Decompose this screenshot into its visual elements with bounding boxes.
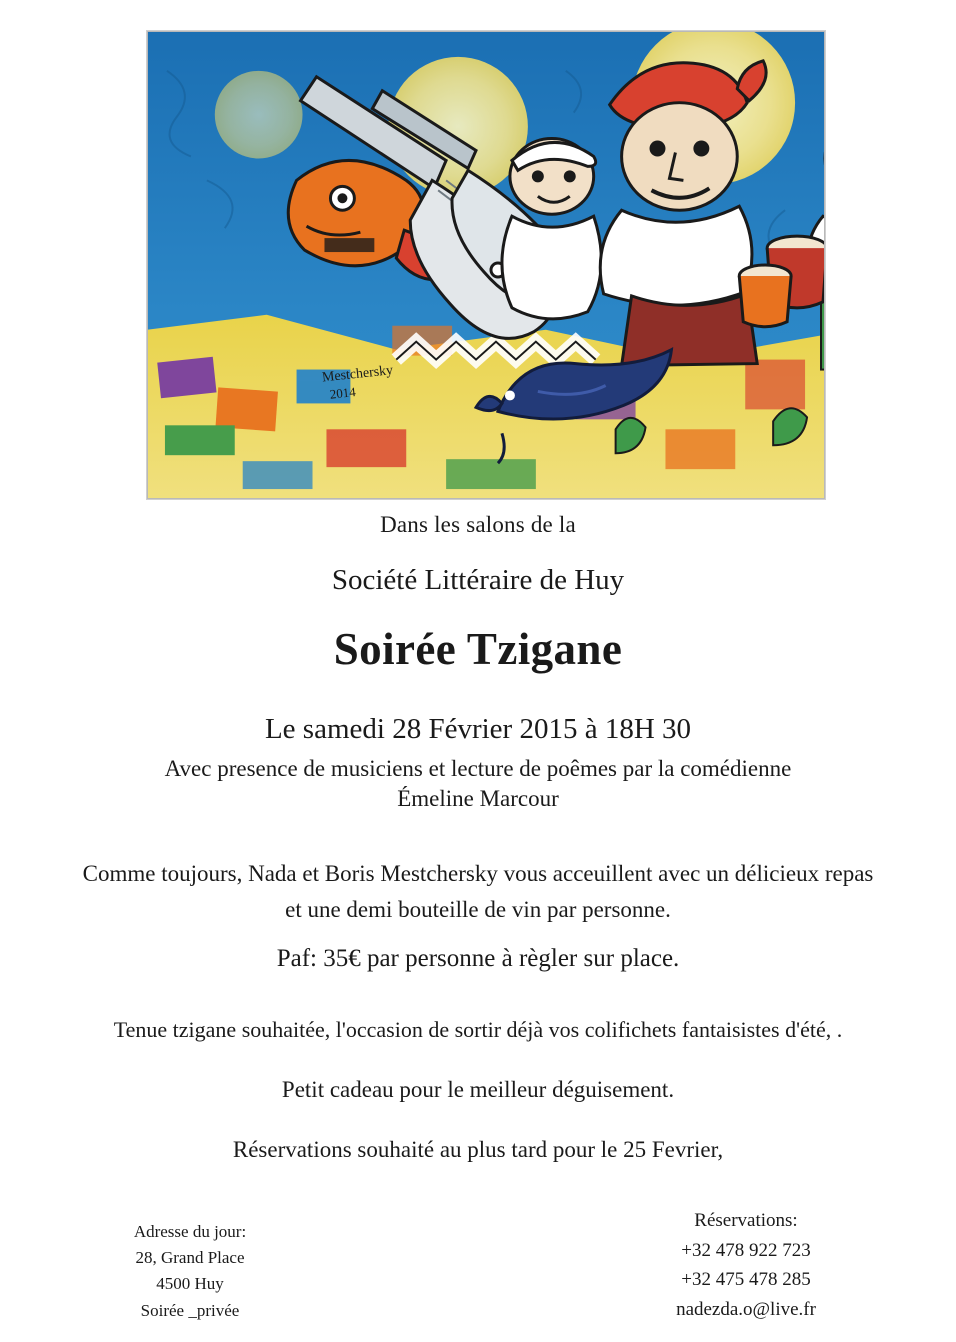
event-subtitle-actress: Émeline Marcour: [397, 786, 559, 811]
spacer: [0, 1103, 956, 1137]
artwork-signature-year: 2014: [329, 384, 357, 402]
address-label: Adresse du jour:: [133, 1221, 247, 1241]
address-street: 28, Grand Place: [135, 1247, 245, 1267]
spacer: [0, 973, 956, 1017]
meal-paragraph: Comme toujours, Nada et Boris Mestchersky vous acceuillent avec un délicieux repas et une demi bouteille de vin par personne.: [82, 861, 874, 922]
event-date: Le samedi 28 Février 2015 à 18H 30: [264, 713, 692, 745]
reservation-deadline-line: Réservations souhaité au plus tard pour le 25 Fevrier,: [232, 1137, 724, 1163]
event-subtitle-performers: Avec presence de musiciens et lecture de poêmes par la comédienne: [164, 756, 792, 781]
address-note: Soirée _privée: [140, 1300, 240, 1320]
address-block: [60, 1219, 320, 1324]
artwork-signature-name: Mestchersky: [321, 363, 394, 386]
reservations-block: [596, 1206, 896, 1324]
venue-name: Société Littéraire de Huy: [331, 564, 625, 596]
spacer: [0, 1043, 956, 1077]
dress-code-line: Tenue tzigane souhaitée, l'occasion de sortir déjà vos colifichets fantaisistes d'été, .: [113, 1017, 843, 1043]
flyer-text-content: [0, 512, 956, 1163]
artwork-container: [146, 30, 826, 500]
page-title: Soirée Tzigane: [333, 624, 623, 674]
gift-line: Petit cadeau pour le meilleur déguisement.: [281, 1077, 675, 1103]
reservations-label: Réservations:: [694, 1210, 798, 1232]
tzigane-musicians-painting: [146, 30, 826, 500]
reservations-phone-1[interactable]: +32 478 922 723: [681, 1239, 811, 1261]
reservations-email[interactable]: nadezda.o@live.fr: [676, 1298, 816, 1320]
intro-line: Dans les salons de la: [380, 512, 576, 537]
address-city: 4500 Huy: [156, 1274, 224, 1294]
spacer: [0, 927, 956, 945]
price-line: Paf: 35€ par personne à règler sur place.: [276, 945, 680, 973]
reservations-phone-2[interactable]: +32 475 478 285: [681, 1269, 811, 1291]
